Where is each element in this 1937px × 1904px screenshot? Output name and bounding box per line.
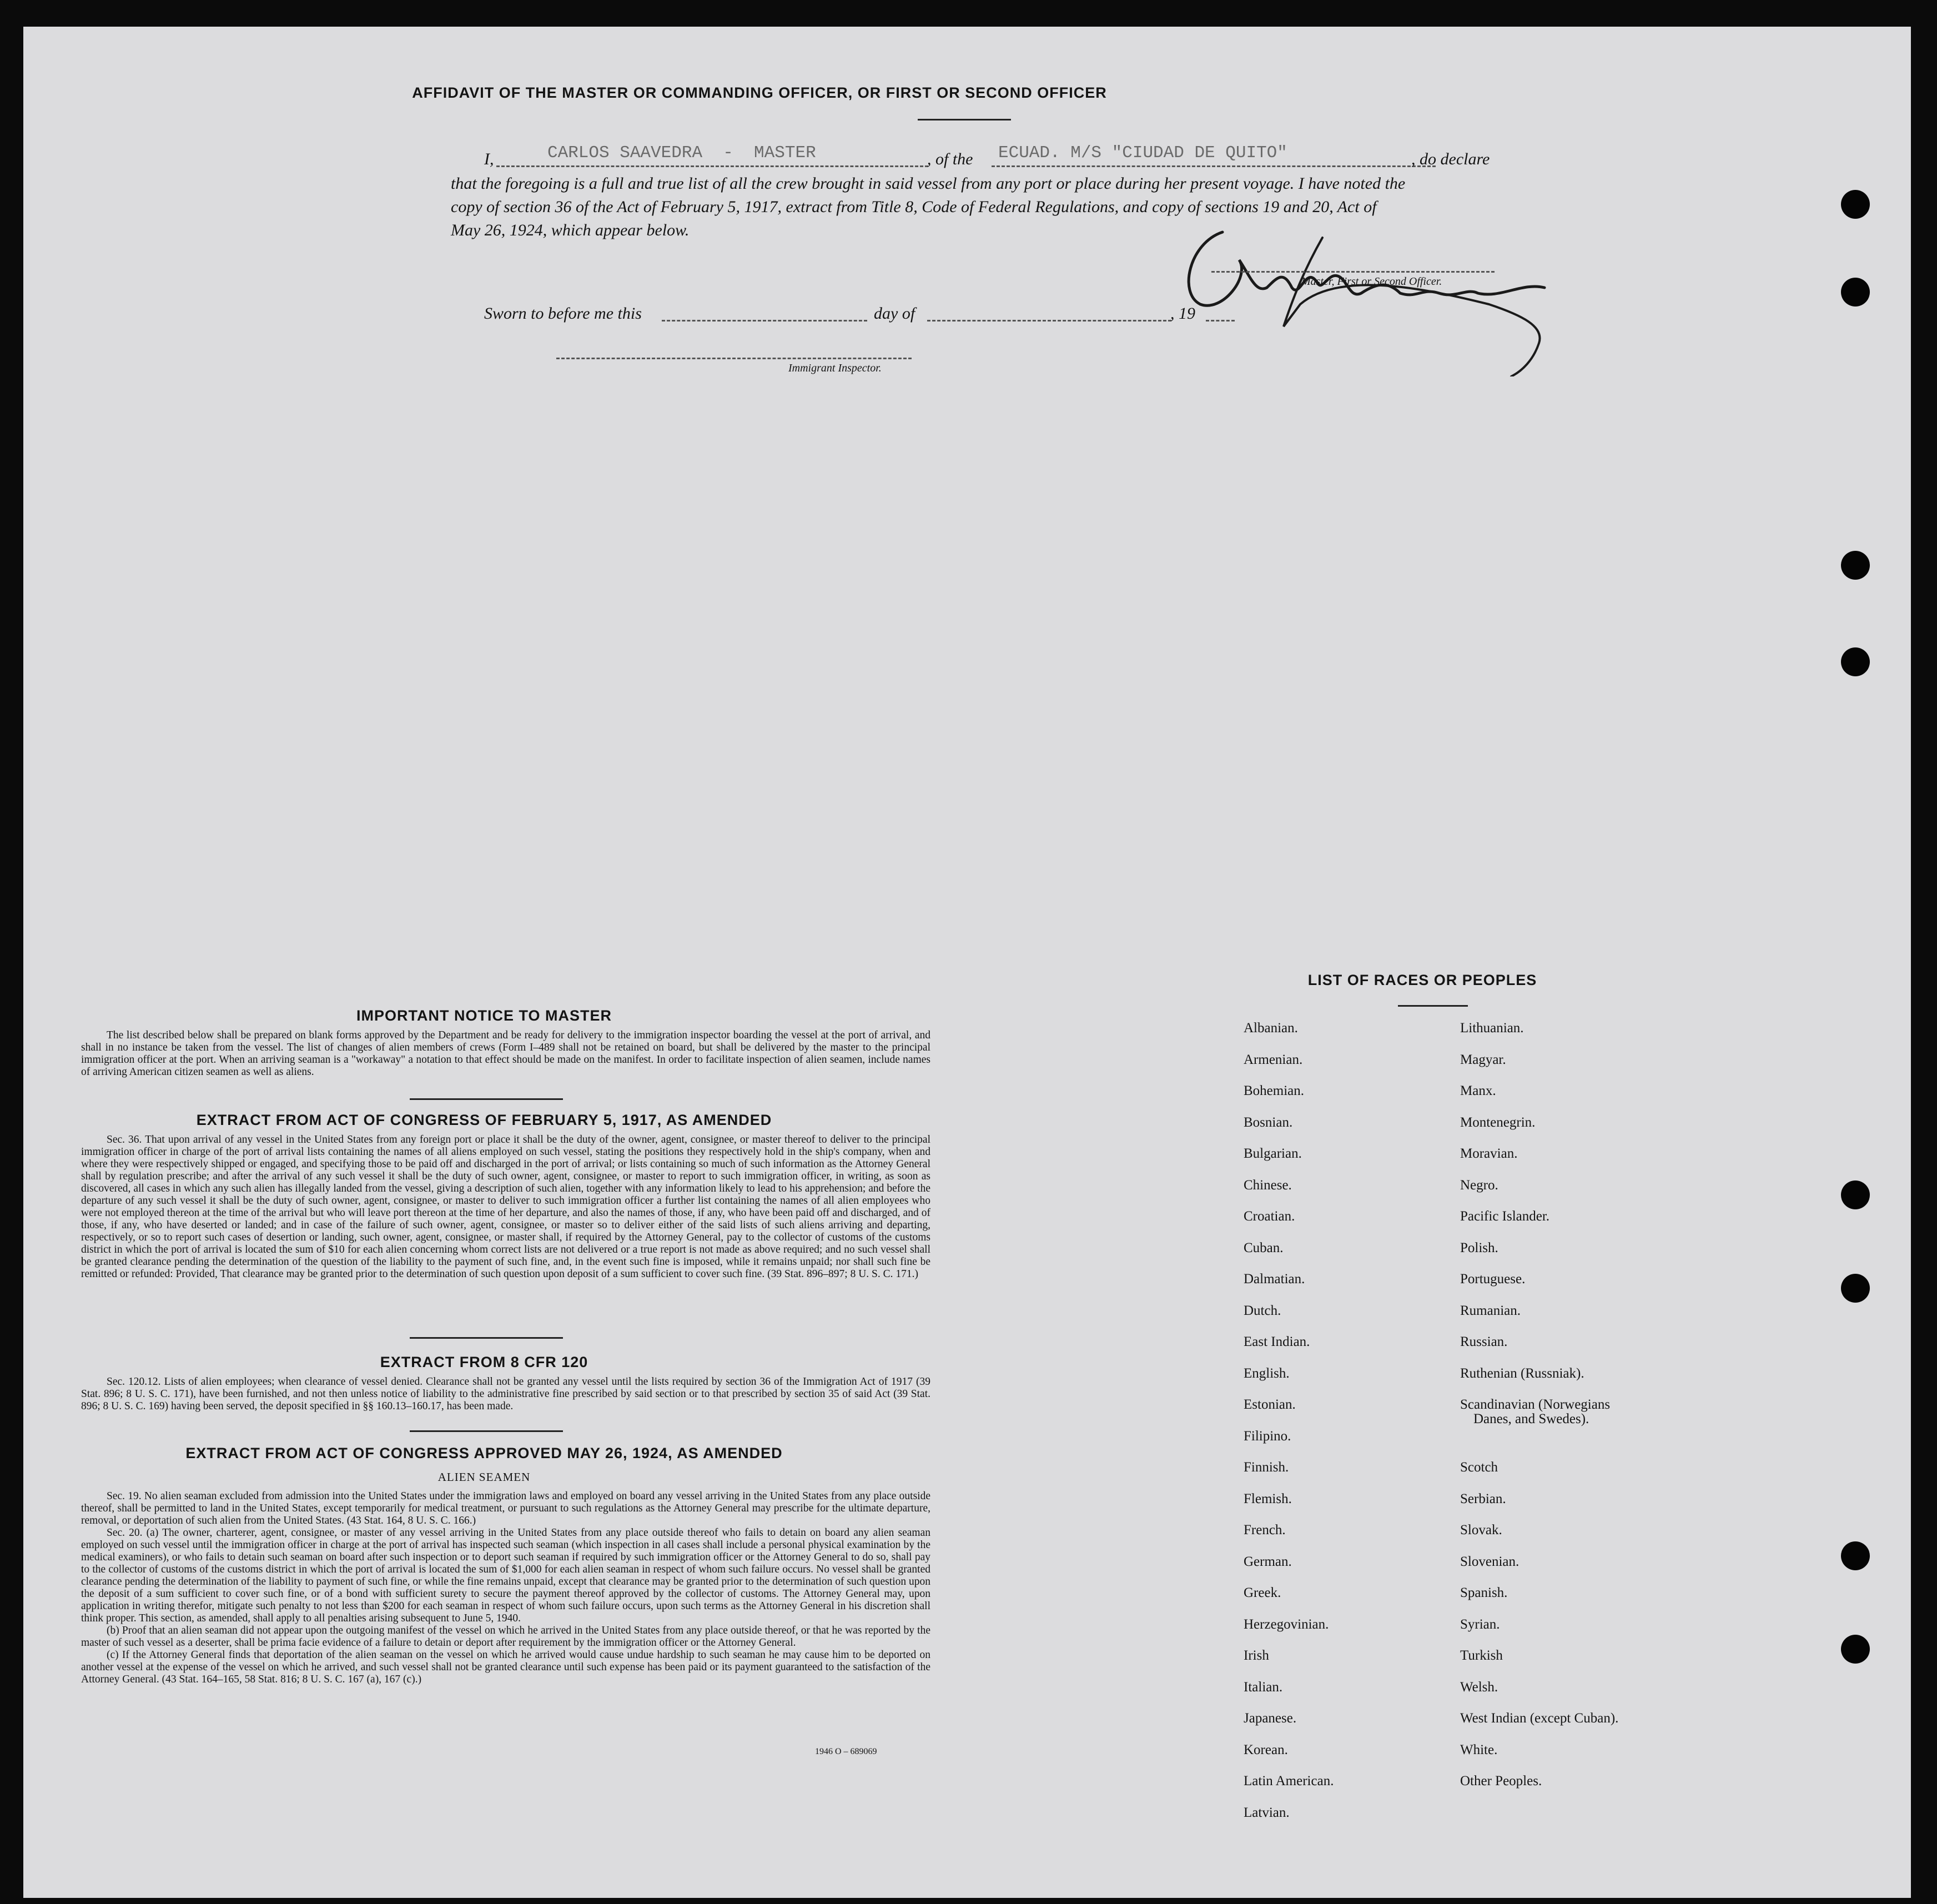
race-item: Russian. — [1460, 1334, 1508, 1349]
race-item: Ruthenian (Russniak). — [1460, 1366, 1584, 1381]
race-item: French. — [1244, 1523, 1286, 1538]
race-item: Filipino. — [1244, 1429, 1291, 1444]
affidavit-body-line-2: copy of section 36 of the Act of February 5, 1917, extract from Title 8, Code of Federal Regulations, and copy of sections 19 and 20, Act of — [451, 198, 1377, 216]
race-item: Serbian. — [1460, 1491, 1506, 1506]
signature-caption: Master, First or Second Officer. — [1301, 275, 1442, 288]
sec-20c-text: (c) If the Attorney General finds that deportation of the alien seaman on the vessel on which he arrived would cause undue hardship to such seaman he may cause him to be deported on another vessel at the expense of the vessel on which he arrived, and such vessel shall not be granted clearance until such expense has been paid or its payment guaranteed to the satisfaction of the Attorney General. (43 Stat. 164–165, 58 Stat. 816; 8 U. S. C. 167 (a), 167 (c).) — [81, 1649, 930, 1685]
sworn-day-line — [662, 320, 867, 321]
extract-1917-title: EXTRACT FROM ACT OF CONGRESS OF FEBRUARY 5, 1917, AS AMENDED — [196, 1112, 772, 1128]
race-item: Albanian. — [1244, 1021, 1298, 1036]
vessel-name-line — [992, 165, 1436, 167]
affidavit-body-line-3: May 26, 1924, which appear below. — [451, 221, 690, 239]
day-of-label: day of — [874, 304, 915, 323]
inspector-caption: Immigrant Inspector. — [788, 362, 882, 374]
race-item: Croatian. — [1244, 1209, 1295, 1224]
race-item: Chinese. — [1244, 1178, 1292, 1193]
sworn-month-line — [927, 320, 1171, 321]
race-item: Estonian. — [1244, 1397, 1296, 1412]
year-label: , 19 — [1170, 304, 1195, 323]
race-item: Scandinavian (Norwegians — [1460, 1397, 1611, 1412]
race-item: Welsh. — [1460, 1680, 1498, 1695]
extract-1924-body — [81, 1490, 930, 1686]
race-item: Moravian. — [1460, 1146, 1518, 1161]
sworn-label: Sworn to before me this — [484, 304, 642, 323]
punch-hole — [1841, 1180, 1870, 1209]
race-item: Armenian. — [1244, 1052, 1303, 1067]
race-item: Syrian. — [1460, 1617, 1500, 1632]
race-item: Dalmatian. — [1244, 1272, 1305, 1287]
notice-rule — [410, 1098, 563, 1100]
title-rule — [918, 119, 1011, 120]
extract-cfr-text: Sec. 120.12. Lists of alien employees; when clearance of vessel denied. Clearance shall not be granted any vessel until the lists required by section 36 of the Immigration Act of 1917 (39 Stat. 896; 8 U. S. C. 171), have been furnished, and not then unless notice of liability to the administrative fine prescribed by said section or to that prescribed by section 35 of said Act (39 Stat. 896; 8 U. S. C. 169) having been served, the deposit specified in §§ 160.13–160.17, has been made. — [81, 1376, 930, 1412]
sec-19-text: Sec. 19. No alien seaman excluded from admission into the United States under the immigration laws and employed on board any vessel arriving in the United States from any place outside thereof, shall be permitted to land in the United States, except temporarily for medical treatment, or pursuant to such regulations as the Attorney General may prescribe for the ultimate departure, removal, or deportation of such alien from the United States. (43 Stat. 164, 8 U. S. C. 166.) — [81, 1490, 930, 1526]
race-item: Montenegrin. — [1460, 1115, 1536, 1130]
race-item: West Indian (except Cuban). — [1460, 1711, 1619, 1726]
affidavit-body-line-1: that the foregoing is a full and true list of all the crew brought in said vessel from any port or place during her present voyage. I have noted the — [451, 174, 1406, 193]
race-item: Portuguese. — [1460, 1272, 1526, 1287]
race-item: Turkish — [1460, 1648, 1503, 1663]
i-label: I, — [484, 150, 494, 168]
punch-hole — [1841, 1635, 1870, 1664]
race-item: Spanish. — [1460, 1585, 1508, 1600]
affidavit-title: AFFIDAVIT OF THE MASTER OR COMMANDING OFFICER, OR FIRST OR SECOND OFFICER — [412, 84, 1107, 101]
extract-1917-rule — [410, 1337, 563, 1339]
notice-text: The list described below shall be prepared on blank forms approved by the Department and be ready for delivery to the immigration inspector boarding the vessel at the port of arrival, and shall in no instance be taken from the vessel. The list of changes of alien members of crews (Form I–489 shall not be retained on board, but shall be delivered by the master to the principal immigration officer at the port. When an arriving seaman is a "workaway" a notation to that effect should be made on the manifest. In order to facilitate inspection of alien seamen, include names of arriving American citizen seamen as well as aliens. — [81, 1029, 930, 1078]
sec-20a-text: Sec. 20. (a) The owner, charterer, agent, consignee, or master of any vessel arriving in the United States from any place outside thereof who fails to detain on board any alien seaman employed on such vessel until the immigration officer in charge at the port of arrival has inspected such seaman (which inspection in all cases shall include a personal physical examination by the medical examiners), or who fails to detain such seaman on board after such inspection or to deport such seaman if required by such immigration officer or the Attorney General to do so, shall pay to the collector of customs of the customs district in which the port of arrival is located the sum of $1,000 for each alien seaman in respect of whom such failure occurs. No vessel shall be granted clearance pending the determination of the liability to payment of such fine, or while the fine remains unpaid, except that clearance may be granted prior to the determination of such question upon the deposit of a sum sufficient to cover such fine, or of a bond with sufficient surety to secure the payment thereof approved by the collector of customs. The Attorney General may, upon application in writing therefor, mitigate such penalty to not less than $200 for each seaman in respect of whom such failure occurs, upon such terms as the Attorney General in his discretion shall think proper. This section, as amended, shall apply to all penalties arising subsequent to June 5, 1940. — [81, 1527, 930, 1624]
race-item: Other Peoples. — [1460, 1774, 1542, 1789]
race-item: Latin American. — [1244, 1774, 1334, 1789]
race-item: English. — [1244, 1366, 1290, 1381]
extract-1924-title: EXTRACT FROM ACT OF CONGRESS APPROVED MAY 26, 1924, AS AMENDED — [185, 1445, 783, 1461]
races-rule — [1398, 1005, 1468, 1007]
race-item: Japanese. — [1244, 1711, 1297, 1726]
vessel-name-field: ECUAD. M/S "CIUDAD DE QUITO" — [998, 143, 1287, 163]
extract-cfr-rule — [410, 1430, 563, 1432]
race-item: Korean. — [1244, 1742, 1288, 1757]
race-item: Dutch. — [1244, 1303, 1281, 1318]
punch-hole — [1841, 551, 1870, 580]
signature-line — [1211, 271, 1495, 273]
punch-hole — [1841, 190, 1870, 219]
punch-hole — [1841, 647, 1870, 676]
of-the-label: , of the — [927, 150, 973, 168]
race-item: Slovenian. — [1460, 1554, 1520, 1569]
notice-title: IMPORTANT NOTICE TO MASTER — [356, 1007, 612, 1024]
race-item: Lithuanian. — [1460, 1021, 1524, 1036]
race-item: Bosnian. — [1244, 1115, 1293, 1130]
race-item: Magyar. — [1460, 1052, 1506, 1067]
race-item: Latvian. — [1244, 1805, 1290, 1820]
race-item: Negro. — [1460, 1178, 1498, 1193]
race-item: White. — [1460, 1742, 1498, 1757]
print-code: 1946 O – 689069 — [815, 1747, 877, 1756]
race-item: Bohemian. — [1244, 1083, 1305, 1098]
race-item: Flemish. — [1244, 1491, 1292, 1506]
extract-cfr-title: EXTRACT FROM 8 CFR 120 — [380, 1354, 588, 1370]
race-item: Slovak. — [1460, 1523, 1502, 1538]
race-item: Polish. — [1460, 1240, 1498, 1255]
race-item: Herzegovinian. — [1244, 1617, 1329, 1632]
do-declare-label: , do declare — [1411, 150, 1490, 168]
punch-hole — [1841, 278, 1870, 307]
alien-seamen-subtitle: ALIEN SEAMEN — [437, 1470, 531, 1484]
extract-1917-text: Sec. 36. That upon arrival of any vessel in the United States from any foreign port or place it shall be the duty of the owner, agent, consignee, or master thereof to deliver to the principal immigration officer in charge of the port of arrival lists containing the names of all aliens employed on such vessel, stating the positions they respectively hold in the ship's company, when and where they were respectively shipped or engaged, and specifying those to be paid off and discharged in the port of arrival; or lists containing so much of such information as the Attorney General shall by regulation prescribe; and after the arrival of any such vessel it shall be the duty of such owner, agent, consignee, or master to report to such immigration officer, in writing, as soon as discovered, all cases in which any such alien has illegally landed from the vessel, giving a description of such alien, together with any information likely to lead to his apprehension; and before the departure of any such vessel it shall be the duty of such owner, agent, consignee, or master to deliver to such immigration officer a further list containing the names of all alien employees who were not employed thereon at the time of the arrival but who will leave port thereon at the time of her departure, and also the names of those, if any, who have been paid off and discharged, and of those, if any, who have deserted or landed; and in case of the failure of such owner, agent, consignee, or master so to deliver either of the said lists of such aliens arriving and departing, respectively, or so to report such cases of desertion or landing, such owner, agent, consignee, or master shall, if required by the Attorney General, pay to the collector of customs of the customs district in which the port of arrival is located the sum of $10 for each alien concerning whom correct lists are not delivered or a true report is not made as above required; and no such vessel shall be granted clearance pending the determination of the question of the liability to the payment of such fine, and, in the event such fine is imposed, while it remains unpaid; nor shall such fine be remitted or refunded: Provided, That clearance may be granted prior to the determination of such question upon deposit of a sum sufficient to cover such fine. (39 Stat. 896–897; 8 U. S. C. 171.) — [81, 1134, 930, 1280]
race-item: Greek. — [1244, 1585, 1281, 1600]
race-item: East Indian. — [1244, 1334, 1310, 1349]
race-item: Scotch — [1460, 1460, 1498, 1475]
race-item: Danes, and Swedes). — [1473, 1411, 1589, 1426]
race-item: Italian. — [1244, 1680, 1283, 1695]
races-title: LIST OF RACES OR PEOPLES — [1307, 972, 1537, 988]
race-item: Finnish. — [1244, 1460, 1289, 1475]
punch-hole — [1841, 1274, 1870, 1303]
master-name-line — [496, 165, 928, 167]
sec-20b-text: (b) Proof that an alien seaman did not appear upon the outgoing manifest of the vessel on which he arrived in the United States from any place outside thereof, or that he was reported by the master of such vessel as a deserter, shall be prima facie evidence of a failure to detain or deport after requirement by the immigration officer or the Attorney General. — [81, 1625, 930, 1649]
race-item: Manx. — [1460, 1083, 1496, 1098]
race-item: Rumanian. — [1460, 1303, 1521, 1318]
race-item: Irish — [1244, 1648, 1269, 1663]
inspector-signature-line — [556, 358, 912, 359]
race-item: Pacific Islander. — [1460, 1209, 1550, 1224]
race-item: Bulgarian. — [1244, 1146, 1302, 1161]
master-name-field: CARLOS SAAVEDRA - MASTER — [547, 143, 816, 163]
document-page — [23, 27, 1911, 1898]
punch-hole — [1841, 1541, 1870, 1570]
race-item: German. — [1244, 1554, 1292, 1569]
master-signature — [1156, 210, 1556, 376]
sworn-year-line — [1206, 320, 1235, 321]
race-item: Cuban. — [1244, 1240, 1284, 1255]
